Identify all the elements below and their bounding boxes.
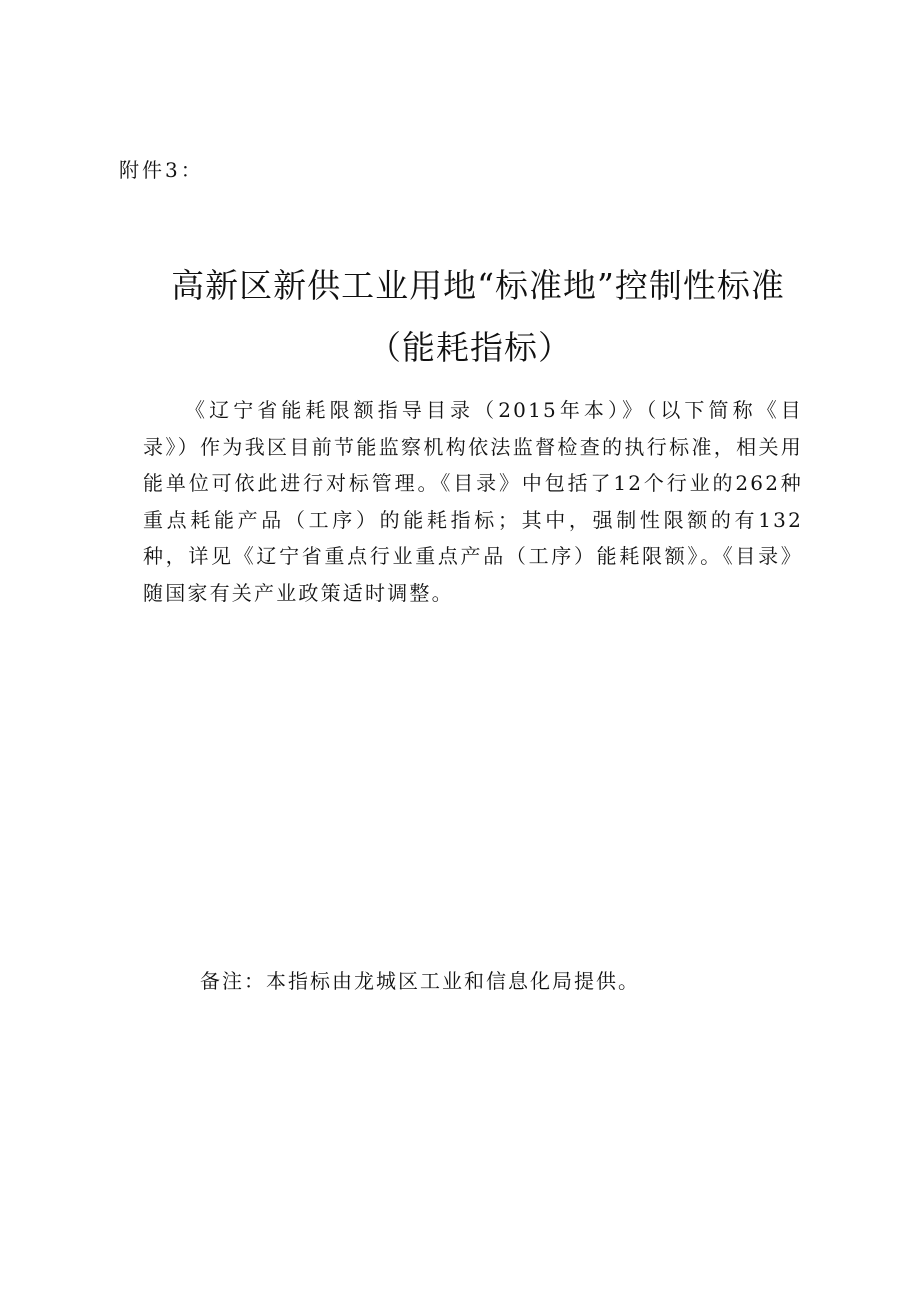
document-title-line2: （能耗指标） (368, 328, 572, 367)
body-paragraph: 《辽宁省能耗限额指导目录（2015年本）》（以下简称《目录》）作为我区目前节能监察机构依法监督检查的执行标准，相关用能单位可依此进行对标管理。《目录》中包括了12个行业的262种重点耗能产品（工序）的能耗指标；其中，强制性限额的有132种，详见《辽宁省重点行业重点产品（工序）能耗限额》。《目录》随国家有关产业政策适时调整。 (143, 398, 803, 605)
attachment-label: 附件3： (119, 158, 204, 182)
document-title-line1: 高新区新供工业用地“标准地”控制性标准 (171, 266, 785, 305)
footnote: 备注：本指标由龙城区工业和信息化局提供。 (200, 969, 640, 993)
